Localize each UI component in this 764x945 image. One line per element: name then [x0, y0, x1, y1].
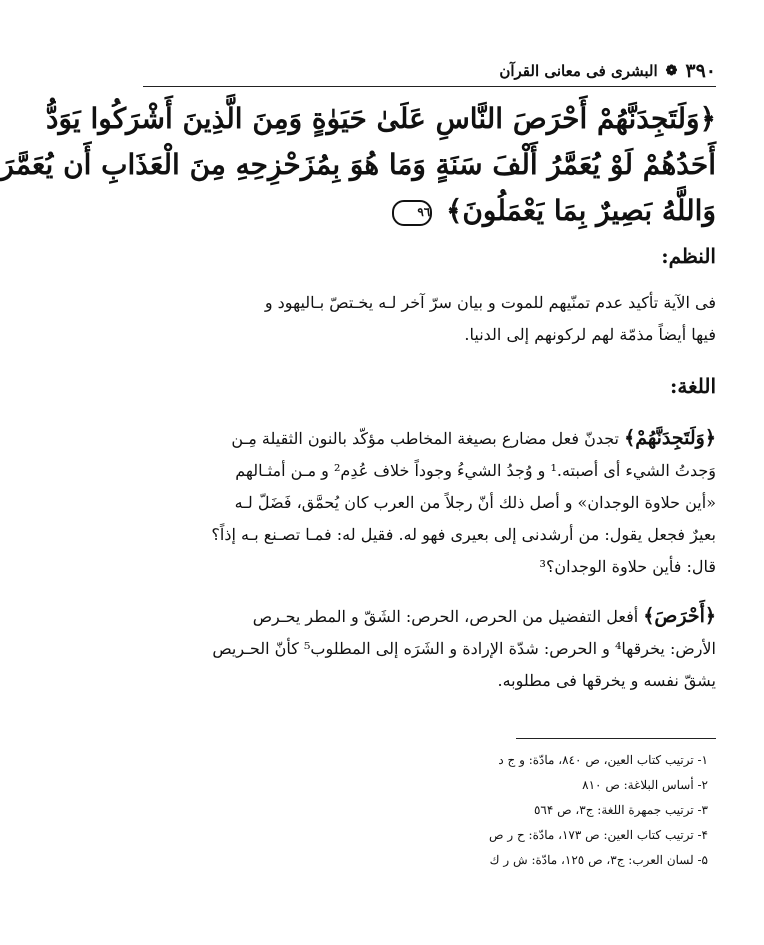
quran-word: ﴿أَحْرَصَ﴾	[643, 605, 716, 627]
footnotes	[308, 748, 708, 873]
verse-line-text: وَاللَّهُ بَصِيرٌ بِمَا يَعْمَلُونَ﴾	[445, 194, 716, 227]
verse-line: أَحَدُهُمْ لَوْ يُعَمَّرُ أَلْفَ سَنَةٍ وَمَا هُوَ بِمُزَحْزِحِهِ مِنَ الْعَذَابِ أَن يُعَمَّرَ	[0, 148, 716, 181]
footnote-divider	[516, 738, 716, 739]
paragraph-line: «أين حلاوة الوجدان» و أصل ذلك أنّ رجلاً من العرب كان يُحمَّق، فَضَلّ لـه	[234, 493, 716, 512]
lugha-paragraph-1	[143, 422, 716, 583]
paragraph-line	[143, 422, 716, 455]
nazm-paragraph	[143, 287, 716, 351]
paragraph-line: وَجدتُ الشيء أى أصبته.¹ و وُجدُ الشيءُ وجوداً خلاف عُدِم² و مـن أمثـالهم	[235, 461, 716, 480]
ayah-number-marker: ٩٦	[392, 200, 432, 226]
footnote: ۵- لسان العرب: ج٣، ص ١٢٥، مادّة: ش ر ك	[489, 853, 708, 867]
paragraph-line	[143, 600, 716, 633]
paragraph-line-text: تجدنّ فعل مضارع بصيغة المخاطب مؤكّد بالنون الثقيلة مِـن	[231, 429, 619, 448]
lugha-paragraph-2	[143, 600, 716, 697]
lugha-heading: اللغة:	[669, 374, 716, 398]
footnote: ٣- ترتيب جمهرة اللغة: ج٣، ص ٥٦۴	[533, 803, 708, 817]
nazm-heading: النظم:	[661, 244, 716, 268]
footnote: ۴- ترتيب كتاب العين: ص ١٧٣، مادّة: ح ر ص	[489, 828, 708, 842]
running-title: البشرى فى معانى القرآن	[499, 62, 658, 80]
verse-line: ﴿وَلَتَجِدَنَّهُمْ أَحْرَصَ النَّاسِ عَلَىٰ حَيَوٰةٍ وَمِنَ الَّذِينَ أَشْرَكُوا يَوَدُّ	[45, 102, 716, 135]
flower-ornament-icon: ❁	[665, 63, 678, 79]
paragraph-line: يشقّ نفسه و يخرقها فى مطلوبه.	[497, 671, 716, 690]
paragraph-line: قال: فأين حلاوة الوجدان؟³	[539, 557, 716, 576]
quran-verse	[0, 96, 716, 234]
footnote: ١- ترتيب كتاب العين، ص ٨٤٠، مادّة: و ج د	[498, 753, 708, 767]
paragraph-line: فيها أيضاً مذمّة لهم لركونهم إلى الدنيا.	[464, 325, 716, 344]
page-number: ٣٩٠	[685, 60, 716, 82]
paragraph-line: فى الآية تأكيد عدم تمنّيهم للموت و بيان سرّ آخر لـه يخـتصّ بـاليهود و	[264, 293, 716, 312]
paragraph-line-text: أفعل التفضيل من الحرص، الحرص: الشَقّ و المطر يحـرص	[252, 607, 639, 626]
paragraph-line: الأرض: يخرقها⁴ و الحرص: شدّة الإرادة و الشَرَه إلى المطلوب⁵ كأنّ الحـريص	[212, 639, 716, 658]
verse-line	[143, 188, 716, 234]
paragraph-line: بعيرٌ فجعل يقول: من أرشدنى إلى بعيرى فهو له. فقيل له: فمـا تصـنع بـه إذاً؟	[211, 525, 716, 544]
running-header	[143, 58, 716, 84]
footnote: ٢- أساس البلاغة: ص ٨١٠	[582, 778, 708, 792]
header-divider	[143, 86, 716, 87]
quran-word: ﴿وَلَتَجِدَنَّهُمْ﴾	[624, 427, 716, 449]
